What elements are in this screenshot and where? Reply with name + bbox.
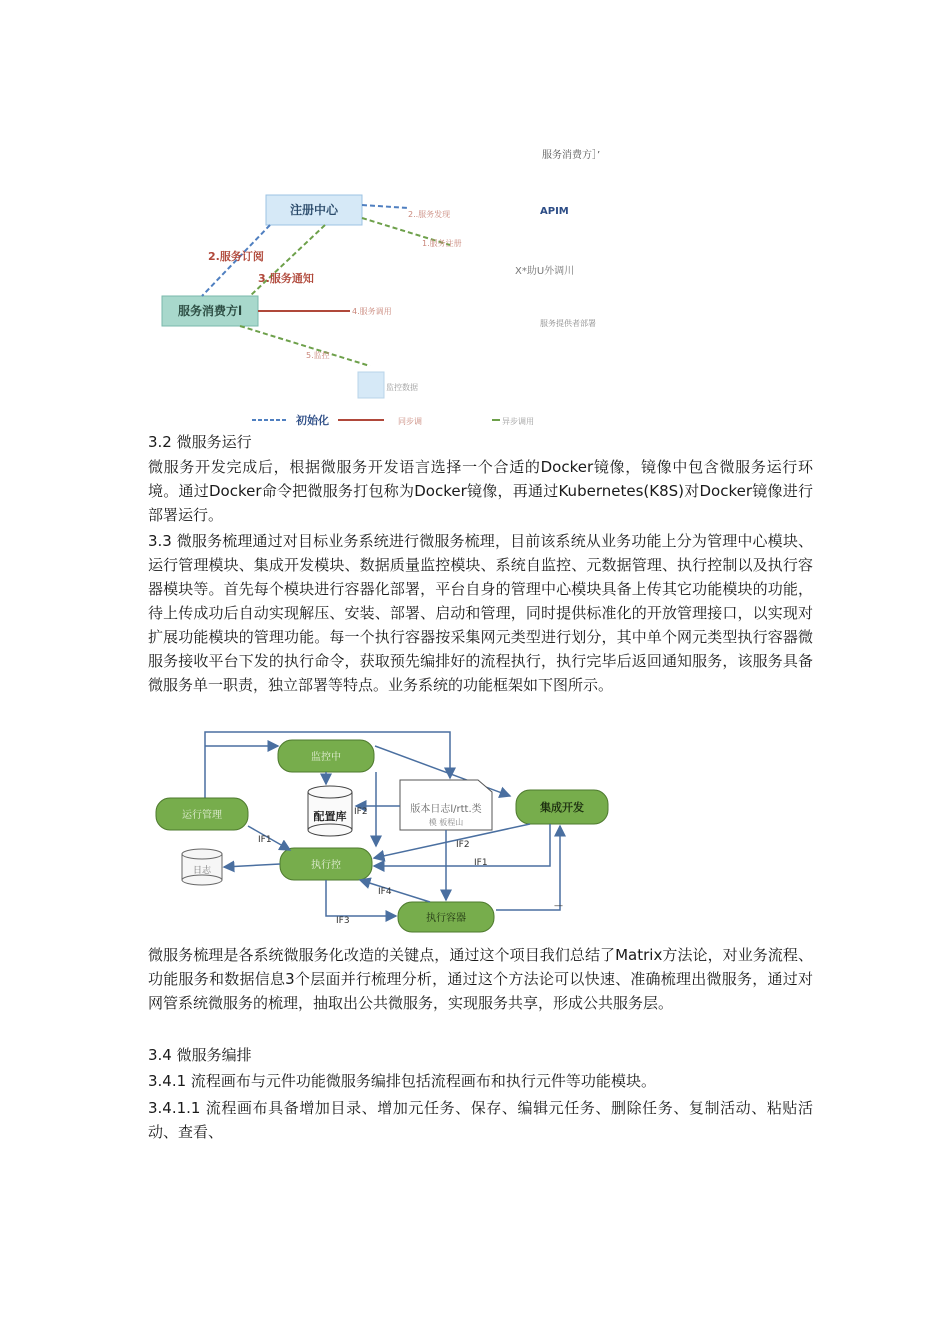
exec-container-label: 执行容器 xyxy=(426,913,466,924)
log-db xyxy=(182,849,222,885)
dash-label: — xyxy=(554,901,563,911)
paragraph-3-4-1-1: 3.4.1.1 流程画布具备增加目录、增加元任务、保存、编辑元任务、删除任务、复制活动、粘贴活动、查看、 xyxy=(148,1099,813,1141)
monitor-line xyxy=(240,326,370,366)
legend-async: 异步调用 xyxy=(502,417,534,426)
exec-to-log xyxy=(224,864,280,867)
if4-label: IF4 xyxy=(378,887,392,897)
if2-top: IF2 xyxy=(354,807,368,817)
service-registry-figure xyxy=(150,140,630,430)
if3-label: IF3 xyxy=(336,916,350,926)
legend-init: 初始化 xyxy=(296,414,329,427)
exec-to-container-if3 xyxy=(326,880,396,916)
heading-3-4-1: 3.4.1 流程画布与元件功能微服务编排包括流程画布和执行元件等功能模块。 xyxy=(148,1072,656,1090)
if2-right: IF2 xyxy=(456,840,470,850)
heading-3-2: 3.2 微服务运行 xyxy=(148,433,252,451)
paragraph-matrix: 微服务梳理是各系统微服务化改造的关键点，通过这个项目我们总结了Matrix方法论，对业务流程、功能服务和数据信息3个层面并行梳理分析，通过这个方法论可以快速、准确梳理出微服务，通过对网管系统微服务的梳理，抽取出公共微服务，实现服务共享，形成公共服务层。 xyxy=(148,946,813,1012)
notify-label: 3.服务通知 xyxy=(258,272,314,285)
faded-label-6: 监控数据 xyxy=(386,383,418,392)
consumer-label: 服务消费方l xyxy=(177,304,243,318)
if1-left: IF1 xyxy=(258,835,272,845)
container-to-exec-if4 xyxy=(360,880,430,902)
subscribe-label: 2.服务订阅 xyxy=(208,250,264,263)
run-manage-label: 运行管理 xyxy=(182,810,222,821)
faded-label-2: 1.服务注册 xyxy=(422,239,462,248)
integration-label: 集成开发 xyxy=(540,801,584,814)
monitor-box xyxy=(358,372,384,398)
monitor-center-label: 监控中 xyxy=(311,752,341,763)
invoke-label: X*助U外调川 xyxy=(515,266,575,277)
provider-note: 服务提供者部署 xyxy=(540,319,596,328)
config-db xyxy=(308,786,352,836)
version-doc-line1: 版本日志l/rtt.类 xyxy=(410,804,482,815)
exec-control-label: 执行控 xyxy=(311,860,341,871)
apim-label: APIM xyxy=(540,206,569,217)
framework-figure xyxy=(150,726,620,941)
version-doc-line2: 模 板程山 xyxy=(428,818,464,827)
consumer-top-label: 服务消费方］’ xyxy=(542,150,601,161)
discover-line xyxy=(362,205,408,208)
paragraph-3-2: 微服务开发完成后，根据微服务开发语言选择一个合适的Docker镜像，镜像中包含微服务运行环境。通过Docker命令把微服务打包称为Docker镜像，再通过Kubernetes(K8S)对Docker镜像进行部署运行。 xyxy=(148,458,813,524)
heading-3-4: 3.4 微服务编排 xyxy=(148,1046,252,1064)
faded-label-1: 2..服务发现 xyxy=(408,210,451,219)
paragraph-3-3: 3.3 微服务梳理通过对目标业务系统进行微服务梳理，目前该系统从业务功能上分为管理中心模块、运行管理模块、集成开发模块、数据质量监控模块、系统自监控、元数据管理、执行控制以及执行容器模块等。首先每个模块进行容器化部署，平台自身的管理中心模块具备上传其它功能模块的功能，待上传成功后自动实现解压、安装、部署、启动和管理，同时提供标准化的开放管理接口，以实现对扩展功能模块的管理功能。每一个执行容器按采集网元类型进行划分，其中单个网元类型执行容器微服务接收平台下发的执行命令，获取预先编排好的流程执行，执行完毕后返回通知服务，该服务具备微服务单一职责，独立部署等特点。业务系统的功能框架如下图所示。 xyxy=(148,532,813,694)
config-db-label: 配置库 xyxy=(313,810,347,823)
faded-label-5: 5.监控 xyxy=(306,351,330,360)
log-db-label: 日志 xyxy=(192,866,212,876)
if1-right: IF1 xyxy=(474,858,488,868)
faded-label-4: 4.服务调用 xyxy=(352,307,392,316)
legend-sync: 同步调 xyxy=(398,417,422,426)
registry-label: 注册中心 xyxy=(289,203,339,217)
